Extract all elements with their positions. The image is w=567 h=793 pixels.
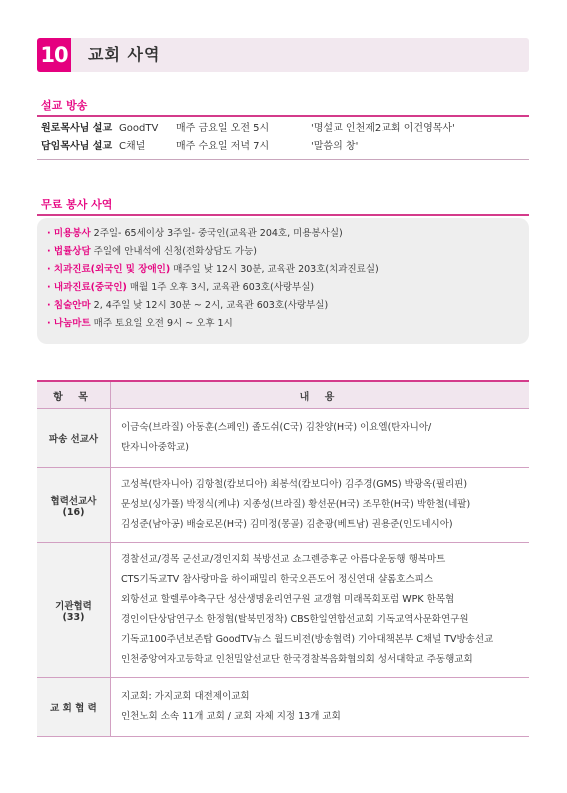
service-item (47, 263, 379, 277)
service-label: · 치과진료(외국인 및 장애인) (47, 264, 171, 275)
service-text: 매주일 낮 12시 30분, 교육관 203호(치과진료실) (173, 264, 379, 275)
divider (37, 159, 529, 160)
service-label: · 침술안마 (47, 300, 91, 311)
table-row (37, 543, 529, 678)
service-text: 주일에 안내석에 신청(전화상담도 가능) (93, 246, 257, 257)
speaker: 원로목사님 설교 (41, 123, 113, 134)
row-content: 이금숙(브라질) 아동훈(스페인) 졸도쉬(C국) 김찬양(H국) 이요엘(탄자니아/ 탄자니아중학교) (111, 409, 530, 468)
service-label: · 내과진료(중국인) (47, 282, 127, 293)
service-item (47, 281, 314, 295)
service-item (47, 245, 257, 259)
row-item: 협력선교사 (16) (37, 468, 111, 543)
service-label: · 나눔마트 (47, 318, 91, 329)
row-item: 파송 선교사 (37, 409, 111, 468)
header-item: 항 목 (37, 381, 111, 409)
service-text: 매주 토요일 오전 9시 ~ 오후 1시 (93, 318, 233, 329)
divider (37, 214, 529, 216)
time: 매주 수요일 저녁 7시 (176, 141, 270, 152)
service-label: · 미용봉사 (47, 228, 91, 239)
service-item (47, 299, 328, 313)
header-content: 내 용 (111, 381, 530, 409)
row-item: 기관협력 (33) (37, 543, 111, 678)
channel: C채널 (119, 141, 146, 152)
service-text: 2, 4주일 낮 12시 30분 ~ 2시, 교육관 603호(사랑부실) (93, 300, 329, 311)
ministry-table (37, 380, 529, 737)
divider (37, 115, 529, 117)
program: '명설교 인천제2교회 이건영목사' (311, 123, 455, 134)
service-text: 2주일- 65세이상 3주일- 중국인(교육관 204호, 미용봉사실) (93, 228, 343, 239)
row-item: 교 회 협 력 (37, 678, 111, 737)
channel: GoodTV (119, 123, 159, 134)
service-item (47, 227, 343, 241)
row-content: 지교회: 가지교회 대전제이교회 인천노회 소속 11개 교회 / 교회 자체 지정 13개 교회 (111, 678, 530, 737)
table-row (37, 409, 529, 468)
service-text: 매월 1주 오후 3시, 교육관 603호(사랑부실) (129, 282, 315, 293)
section-number: 10 (37, 38, 71, 72)
row-content: 경찰선교/경목 군선교/경인지회 북방선교 쇼그렌증후군 아름다운동행 행복마트 CTS기독교TV 참사랑마을 하이패밀리 한국오픈도어 정신연대 샬롬호스피스 외항선교 할렐루야축구단 성산생명윤리연구원 교갱협 미래목회포럼 WPK 한목협 경인이단상담연구소 한정협(탈북민정착) CBS한일연합선교회 기독교역사문화연구원 기독교100주년보존탑 GoodTV뉴스 월드비전(방송협력) 기아대책본부 C채널 TV방송선교 인천중앙여자고등학교 인천밀알선교단 한국경찰복음화협의회 성서대학교 주동행교회 (111, 543, 530, 678)
page-title: 교회 사역 (88, 45, 161, 64)
speaker: 담임목사님 설교 (41, 141, 113, 152)
free-service-heading: 무료 봉사 사역 (41, 198, 113, 211)
table-row (37, 468, 529, 543)
service-item (47, 317, 233, 331)
program: '말씀의 창' (311, 141, 359, 152)
row-content: 고성복(탄자니아) 김항철(캄보디아) 최봉석(캄보디아) 김주경(GMS) 박광옥(필리핀) 문성보(싱가폴) 박정식(케냐) 지종성(브라질) 황선문(H국) 조무한(H국) 박한철(네팔) 김성준(남아공) 배술로몬(H국) 김미정(몽골) 김춘광(베트남) 권용준(인도네시아) (111, 468, 530, 543)
table-row (37, 678, 529, 737)
service-label: · 법률상담 (47, 246, 91, 257)
time: 매주 금요일 오전 5시 (176, 123, 270, 134)
broadcast-heading: 설교 방송 (41, 99, 88, 112)
